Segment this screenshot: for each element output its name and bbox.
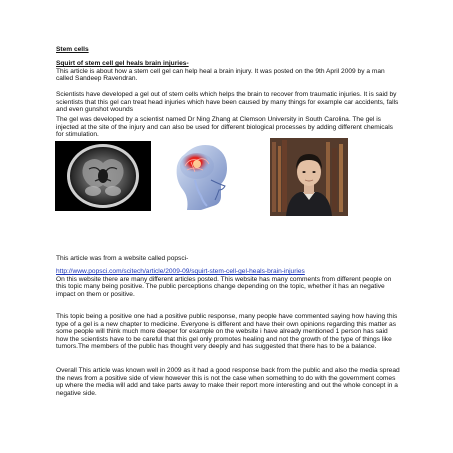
intro-paragraph: This article is about how a stem cell gel can help heal a brain injury. It was posted on the 9th April 2009 by a man called Sandeep Ravendran.: [56, 67, 385, 83]
public-paragraph: This topic being a positive one had a positive public response, many people have commented saying how having this type of a gel is a new chapter to medicine. Everyone is different and have their own opinions regarding this matter as some people will think much more deeper for example on the website i have already mentioned 1 person has said how the scientists have to be careful that this gel only promotes healing and not the growth of the type of things like tumors.The members of the public has thought very deeply and has suggested that there has to be a balance.: [56, 313, 398, 351]
head-brain-graphic: [167, 140, 239, 212]
article-heading: Squirt of stem cell gel heals brain injuries-: [56, 60, 189, 67]
head-brain-icon: [167, 140, 239, 212]
overall-paragraph: Overall This article was known well in 2009 as it had a good response back from the public and also the media spread the news from a positive side of view however this is not the case when something to do with the government comes up where the media will add and take parts away to make their report more interesting and out the whole concept in a negative side.: [56, 367, 400, 397]
source-link[interactable]: http://www.popsci.com/scitech/article/2009-09/squirt-stem-cell-gel-heals-brain-injuries: [56, 268, 305, 275]
brain-mri-graphic: [55, 141, 151, 211]
brain-mri-icon: [55, 141, 151, 211]
comments-paragraph: On this website there are many different articles posted. This website has many comments from different people on this topic many being positive. The public perceptions change depending on the topic, whether it has an negative impact on them or positive.: [56, 275, 392, 298]
section-title: Stem cells: [56, 46, 89, 53]
developer-paragraph: The gel was developed by a scientist named Dr Ning Zhang at Clemson University in South Carolina. The gel is injected at the site of the injury and can also be used for different biological processes by adding different chemicals for stimulation.: [56, 116, 393, 139]
scientist-portrait-graphic: [270, 138, 348, 216]
scientists-paragraph: Scientists have developed a gel out of stem cells which helps the brain to recover from traumatic injuries. It is said by scientists that this gel can treat head injuries which have been caused by many things for example car accidents, falls and even gunshot wounds: [56, 91, 399, 114]
comments-block: [56, 268, 401, 298]
source-intro: This article was from a website called popsci-: [56, 255, 189, 262]
scientist-portrait-icon: [270, 138, 348, 216]
article-block: [56, 60, 401, 83]
